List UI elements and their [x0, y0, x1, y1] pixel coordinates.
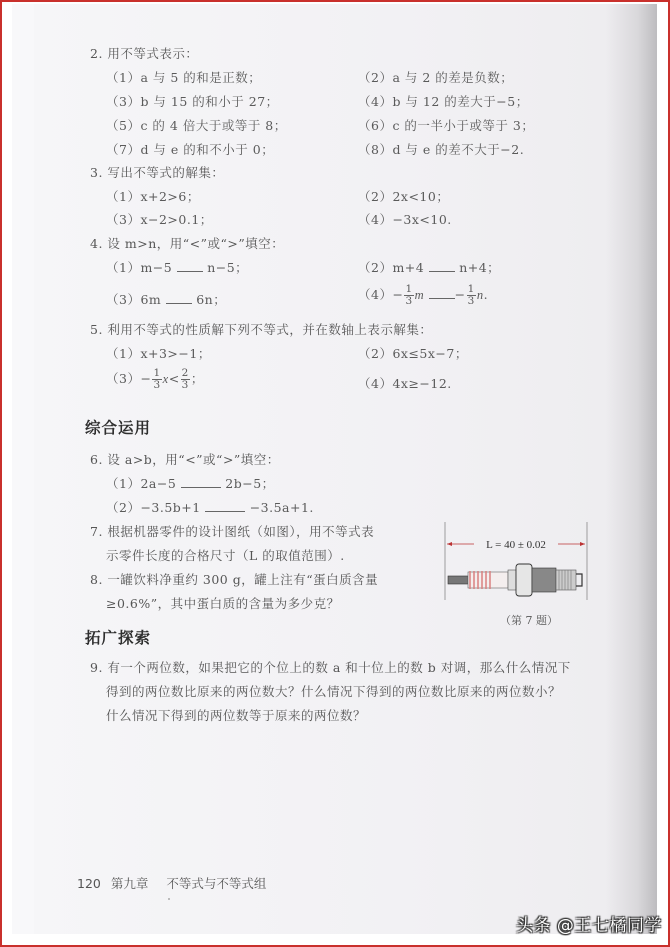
q5-item-3: （3）− $\frac{1}{3}$ x< $\frac{2}{3}$ ； [106, 367, 204, 391]
item-label: （2） [358, 260, 393, 275]
item-text: x−2>0.1； [140, 212, 213, 227]
item-label: （3） [106, 94, 141, 109]
item-label: （2） [358, 189, 393, 204]
item-label: （4） [358, 287, 393, 302]
item-label: （5） [106, 118, 141, 133]
q6-title: 6. 设 a>b，用“<”或“>”填空： [90, 452, 280, 467]
item-label: （2） [106, 500, 141, 515]
answer-blank[interactable] [429, 288, 455, 299]
item-text: b 与 15 的和小于 27； [140, 94, 279, 109]
item-left: 6m [140, 292, 162, 307]
chapter-label: 第九章 [110, 876, 149, 891]
fraction: $\frac{1}{3}$ [405, 283, 413, 307]
watermark: 头条 @王七橘同学 [516, 916, 662, 936]
page-footer [77, 874, 266, 892]
item-left: m−5 [140, 260, 173, 275]
q2-item-1 [106, 68, 261, 86]
item-label: （4） [358, 94, 393, 109]
item-label: （6） [358, 118, 393, 133]
q4-item-4: （4）− $\frac{1}{3}$ m − $\frac{1}{3}$ n. [358, 283, 489, 307]
item-right: n−5； [207, 260, 249, 275]
item-left: m+4 [392, 260, 425, 275]
item-right: 6n； [196, 292, 227, 307]
q2-item-4 [358, 92, 529, 110]
item-label: （8） [358, 142, 393, 157]
q7-line-2: 示零件长度的合格尺寸（L 的取值范围）. [106, 548, 345, 563]
item-label: （2） [358, 70, 393, 85]
q3-title: 3. 写出不等式的解集： [90, 165, 225, 180]
q9-line-3: 什么情况下得到的两位数等于原来的两位数？ [106, 708, 367, 723]
item-right: n+4； [459, 260, 501, 275]
item-label: （1） [106, 70, 141, 85]
item-text: 4x≥−12. [392, 376, 452, 391]
page-margin [12, 4, 34, 934]
item-label: （3） [106, 212, 141, 227]
fraction: $\frac{1}{3}$ [467, 283, 475, 307]
q3-item-4 [358, 210, 452, 228]
q5-item-1 [106, 344, 211, 362]
q2-item-6 [358, 116, 534, 134]
item-text: x+2>6； [140, 189, 200, 204]
item-right: 2b−5； [225, 476, 275, 491]
fraction: $\frac{2}{3}$ [181, 367, 189, 391]
q2-item-8 [358, 140, 524, 158]
q2-title: 2. 用不等式表示： [90, 46, 199, 61]
page-number: 120 [77, 876, 101, 891]
item-label: （7） [106, 142, 141, 157]
item-label: （4） [358, 376, 393, 391]
q2-item-7 [106, 140, 274, 158]
q5-item-4 [358, 374, 452, 392]
q4-title: 4. 设 m>n，用“<”或“>”填空： [90, 236, 285, 251]
item-text: 2x<10； [392, 189, 450, 204]
figure-caption: （第 7 题） [500, 614, 558, 627]
item-left: 2a−5 [140, 476, 177, 491]
answer-blank[interactable] [429, 261, 455, 272]
item-text: c 的 4 倍大于或等于 8； [140, 118, 287, 133]
q3-item-2 [358, 187, 449, 205]
q7-line-1: 7. 根据机器零件的设计图纸（如图），用不等式表 [90, 524, 375, 539]
q8-line-2: ≥0.6%”，其中蛋白质的含量为多少克？ [106, 596, 340, 611]
item-label: （1） [106, 189, 141, 204]
q3-item-1 [106, 187, 200, 205]
item-left: −3.5b+1 [140, 500, 201, 515]
answer-blank[interactable] [177, 261, 203, 272]
answer-blank[interactable] [181, 477, 221, 488]
item-text: x+3>−1； [140, 346, 211, 361]
item-label: （1） [106, 346, 141, 361]
item-text: a 与 2 的差是负数； [392, 70, 514, 85]
q9-line-2: 得到的两位数比原来的两位数大？什么情况下得到的两位数比原来的两位数小？ [106, 684, 562, 699]
chapter-title: 不等式与不等式组 [166, 876, 267, 891]
item-text: −3x<10. [392, 212, 452, 227]
section-heading-comprehensive: 综合运用 [85, 419, 152, 437]
item-text: a 与 5 的和是正数； [140, 70, 262, 85]
q4-item-3 [106, 290, 226, 308]
section-heading-extension: 拓广探索 [85, 629, 152, 647]
item-label: （1） [106, 476, 141, 491]
item-text: d 与 e 的差不大于−2. [392, 142, 525, 157]
q5-title: 5. 利用不等式的性质解下列不等式，并在数轴上表示解集： [90, 322, 433, 337]
item-label: （3） [106, 292, 141, 307]
item-text: b 与 12 的差大于−5； [392, 94, 529, 109]
q5-item-2 [358, 344, 468, 362]
item-label: （2） [358, 346, 393, 361]
item-label: （4） [358, 212, 393, 227]
item-text: c 的一半小于或等于 3； [392, 118, 535, 133]
spark-plug-illustration [434, 522, 596, 612]
speck [168, 898, 170, 900]
answer-blank[interactable] [205, 501, 245, 512]
item-text: d 与 e 的和不小于 0； [140, 142, 275, 157]
item-text: 6x≤5x−7； [392, 346, 468, 361]
q3-item-3 [106, 210, 213, 228]
q2-item-2 [358, 68, 513, 86]
q9-line-1: 9. 有一个两位数，如果把它的个位上的数 a 和十位上的数 b 对调，那么什么情况下 [90, 660, 571, 675]
item-label: （3） [106, 371, 141, 386]
q2-item-5 [106, 116, 287, 134]
q6-item-2 [106, 498, 314, 516]
q8-line-1: 8. 一罐饮料净重约 300 g，罐上注有“蛋白质含量 [90, 572, 379, 587]
dimension-label: L = 40 ± 0.02 [486, 539, 546, 551]
q4-item-1 [106, 258, 248, 276]
answer-blank[interactable] [166, 293, 192, 304]
q6-item-1 [106, 474, 275, 492]
q2-item-3 [106, 92, 279, 110]
item-label: （1） [106, 260, 141, 275]
q4-item-2 [358, 258, 500, 276]
fraction: $\frac{1}{3}$ [153, 367, 161, 391]
item-right: −3.5a+1. [249, 500, 314, 515]
